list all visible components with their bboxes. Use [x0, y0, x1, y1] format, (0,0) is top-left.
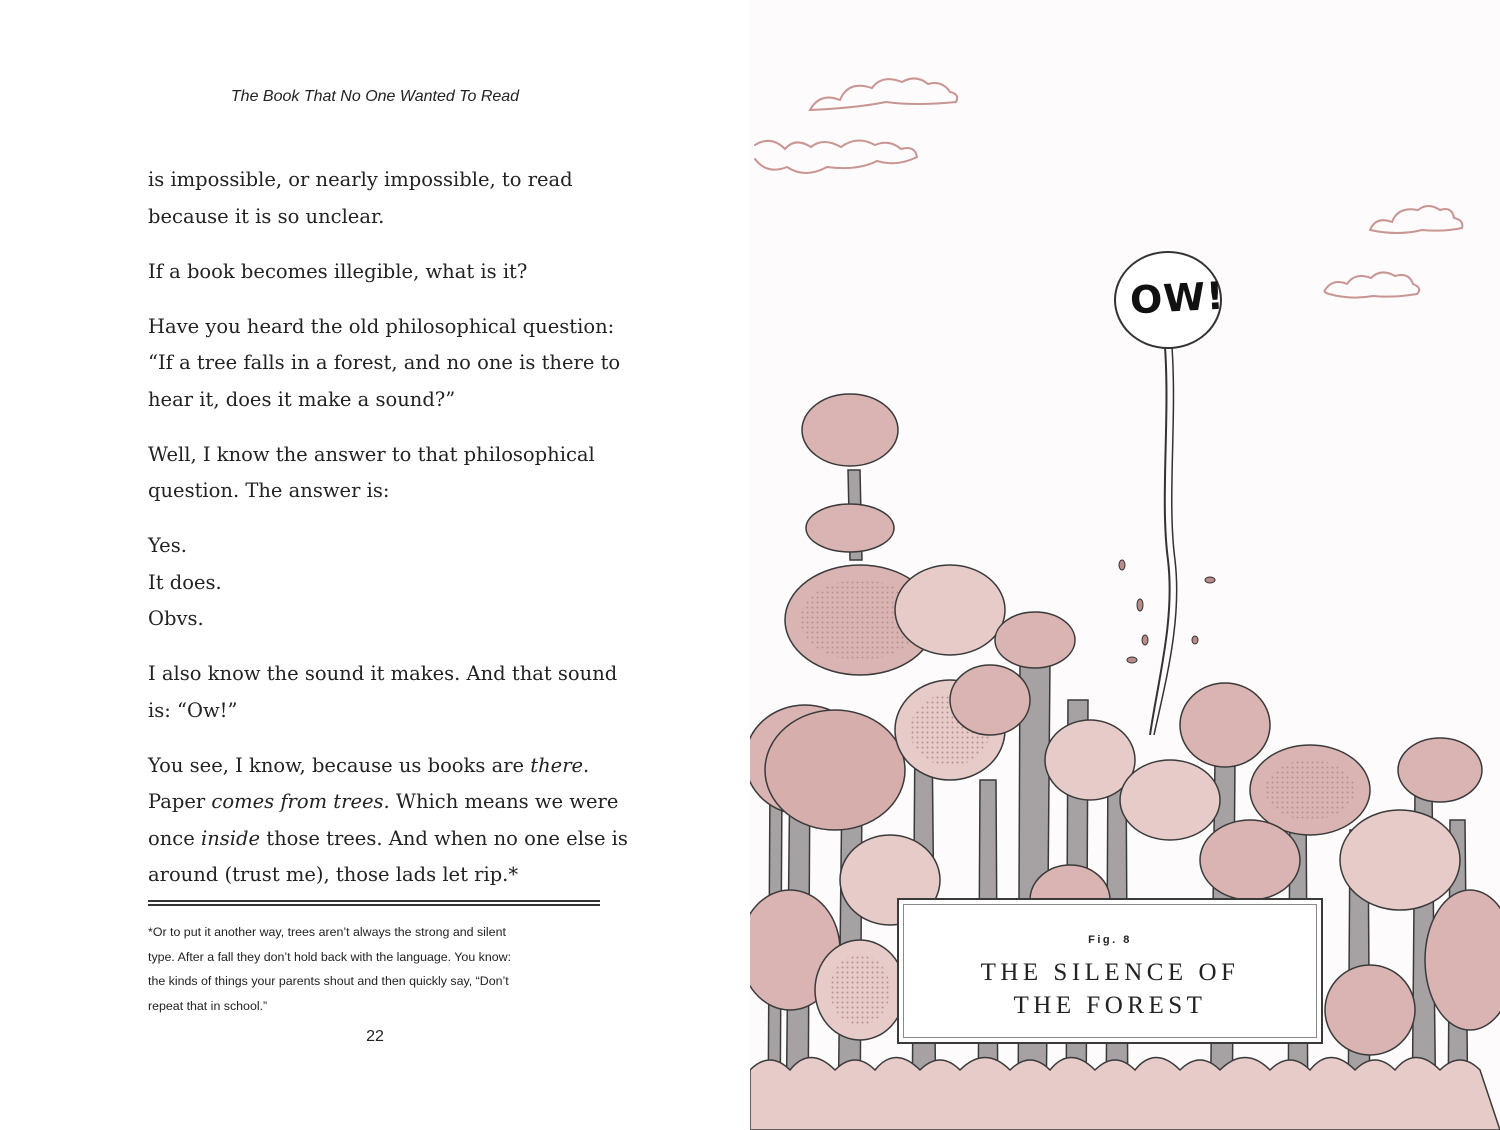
shrubs [750, 1058, 1500, 1130]
text-line: It does. [148, 570, 222, 594]
leaf [1137, 599, 1143, 611]
emphasis: inside [200, 826, 261, 850]
figure-title-line: THE FOREST [1013, 992, 1207, 1019]
leaf [1142, 635, 1148, 645]
leaf [1127, 657, 1137, 663]
text-line [148, 748, 618, 785]
footnote-line: type. After a fall they don’t hold back with the language. You know: [148, 949, 512, 964]
text-line: because it is so unclear. [148, 204, 385, 228]
text-line: around (trust me), those lads let rip.* [148, 863, 519, 886]
text-line: question. The answer is: [148, 479, 390, 502]
text-line: hear it, does it make a sound?” [148, 387, 456, 411]
text-line [148, 821, 628, 858]
text-line: Yes. [148, 534, 187, 557]
tree-canopy [895, 565, 1005, 655]
tree-canopy [1340, 810, 1460, 910]
figure-label: Fig. 8 [1088, 934, 1132, 946]
paragraph [148, 748, 628, 894]
text-line: is: “Ow!” [148, 698, 238, 722]
tree-canopy [802, 394, 898, 466]
footnote-line: the kinds of things your parents shout and then quickly say, “Don’t [148, 974, 509, 988]
body-text [148, 162, 628, 912]
paragraph [148, 656, 618, 729]
footnote-line: repeat that in school.” [148, 998, 268, 1013]
paragraph [148, 437, 618, 510]
tree-canopy [1120, 760, 1220, 840]
emphasis: comes from trees. [211, 790, 390, 813]
divider-line [148, 904, 600, 906]
divider-line [148, 900, 600, 902]
text-line: I also know the sound it makes. And that sound [148, 662, 618, 685]
speech-bubble-text: OW! [1128, 273, 1226, 323]
tree-canopy [1325, 965, 1415, 1055]
tree-canopy [806, 504, 894, 552]
text-run: once [148, 826, 201, 850]
page-number: 22 [366, 1028, 384, 1045]
text-line: If a book becomes illegible, what is it? [148, 259, 528, 283]
running-head: The Book That No One Wanted To Read [230, 88, 520, 105]
text-run: Which means we were [389, 790, 619, 813]
text-line [148, 784, 618, 821]
text-run: You see, I know, because us books are [148, 753, 531, 777]
text-line: Obvs. [148, 607, 204, 630]
paragraph [148, 528, 618, 638]
leaf [1205, 577, 1215, 583]
footnote-divider [148, 900, 600, 906]
figure-title [899, 956, 1321, 1022]
paragraph [148, 309, 621, 419]
tree-canopy [1398, 738, 1482, 802]
text-line: “If a tree falls in a forest, and no one is there to [148, 351, 621, 374]
cloud [810, 78, 957, 110]
paragraph [148, 162, 618, 235]
footnote-line: *Or to put it another way, trees aren’t always the strong and silent [148, 925, 506, 939]
tree-canopy [765, 710, 905, 830]
figure-caption-box [897, 898, 1323, 1044]
paragraph [148, 254, 618, 291]
tree-canopy [995, 612, 1075, 668]
text-run: Paper [148, 790, 212, 813]
tree-canopy [1425, 890, 1500, 1030]
tree-canopy [1180, 683, 1270, 767]
leaf [1119, 560, 1125, 570]
figure-title-line: THE SILENCE OF [980, 959, 1240, 986]
text-line: Well, I know the answer to that philosophical [148, 442, 595, 466]
cloud [1325, 272, 1420, 297]
text-run: those trees. And when no one else is [260, 826, 628, 850]
tree-canopy [1200, 820, 1300, 900]
emphasis: there. [530, 753, 590, 777]
right-page [750, 0, 1500, 1130]
cloud [1370, 206, 1462, 233]
tree-canopy [950, 665, 1030, 735]
clouds [755, 78, 1462, 297]
text-line: is impossible, or nearly impossible, to read [148, 168, 573, 191]
cloud [755, 140, 917, 173]
falling-leaves [1119, 560, 1215, 663]
footnote [148, 920, 603, 1018]
text-line: Have you heard the old philosophical question: [148, 314, 615, 338]
leaf [1192, 636, 1198, 644]
